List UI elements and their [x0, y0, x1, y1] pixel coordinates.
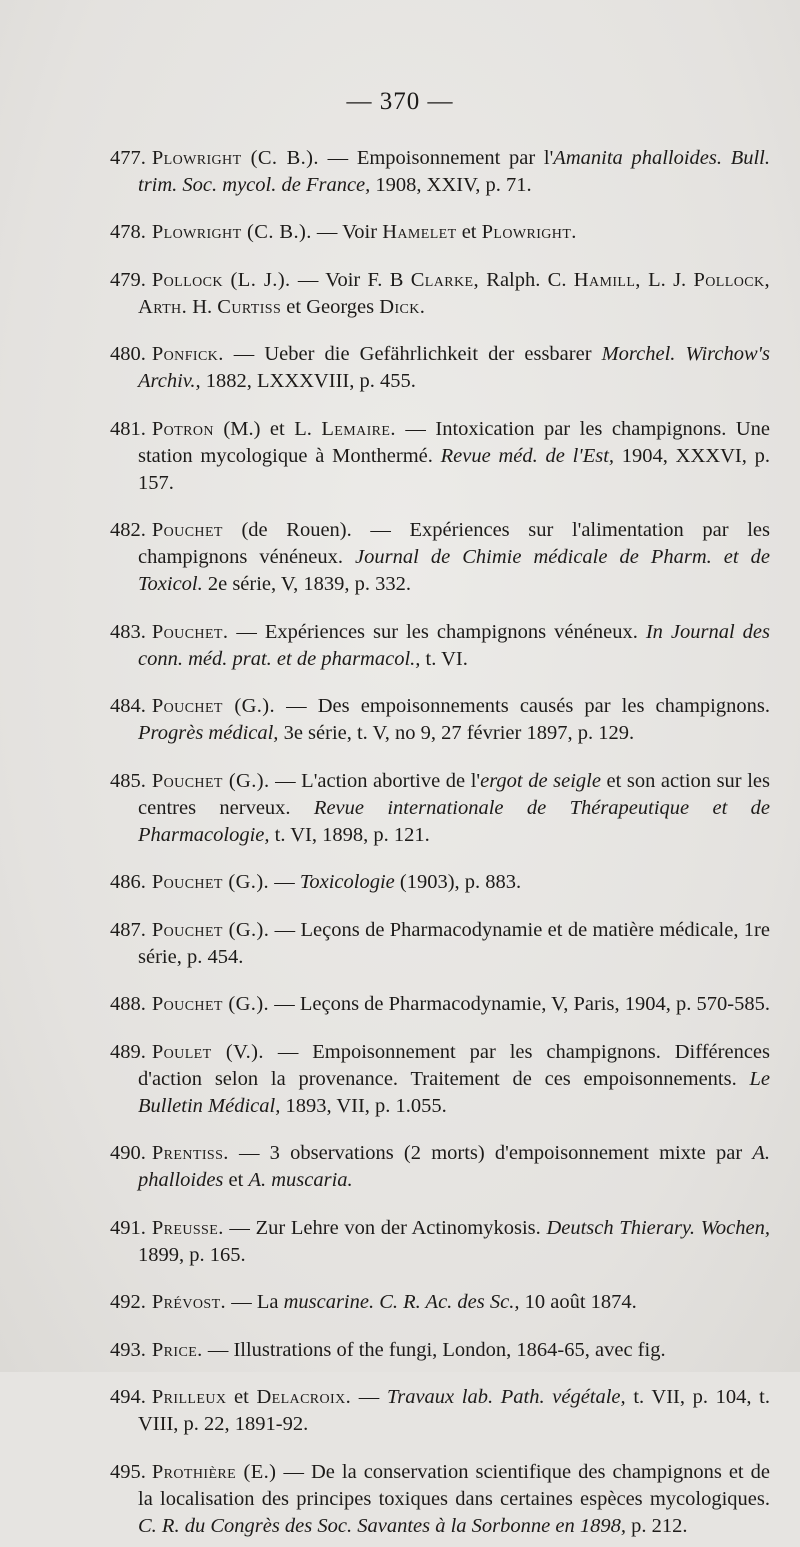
bibliography-entry: [110, 341, 770, 395]
bibliography-list: [110, 124, 770, 1547]
entry-text: et: [223, 1169, 249, 1191]
entry-text: t. VI, 1898, p. 121.: [269, 823, 430, 846]
italic-title: In Journal des conn. méd. prat. et de pharmacol.,: [138, 620, 770, 670]
entry-text: — Ueber die Gefährlichkeit der essbarer: [223, 343, 602, 365]
bibliography-entry: [110, 768, 770, 849]
bibliography-entry: [110, 1215, 770, 1269]
entry-text: 1882, LXXXVIII, p. 455.: [200, 370, 416, 392]
author-name: Pollock, Arth.: [138, 268, 770, 318]
entry-text: et: [226, 1386, 257, 1408]
author-name: Pouchet (G.).: [151, 871, 270, 893]
italic-title: Deutsch Thierary. Wochen,: [546, 1216, 770, 1239]
bibliography-entry: [110, 991, 770, 1018]
author-name: Poulet (V.).: [151, 1040, 264, 1063]
page-number: — 370 —: [346, 88, 454, 115]
italic-title: Toxicologie: [299, 871, 395, 893]
author-name: Plowright.: [481, 221, 577, 243]
bibliography-entry: [110, 1459, 770, 1540]
author-name: Potron: [151, 417, 214, 440]
entry-text: — La: [226, 1291, 284, 1313]
entry-text: — Des empoisonnements causés par les champignons.: [275, 695, 770, 717]
entry-number: 491.: [110, 1216, 146, 1239]
author-name: Prothière (E.): [151, 1460, 277, 1483]
entry-text: — L'action abortive de l': [269, 769, 481, 792]
author-name: Pouchet (G.).: [151, 993, 270, 1015]
entry-number: 492.: [110, 1291, 146, 1313]
entry-number: 482.: [110, 519, 146, 541]
entry-text: L. J.: [640, 268, 694, 291]
bibliography-entry: [110, 1140, 770, 1194]
italic-title: Amanita phalloides. Bull. trim. Soc. mycol. de France,: [138, 146, 771, 196]
bibliography-entry: [110, 267, 770, 321]
entry-text: (de Rouen). — Expériences sur l'alimentation par les champignons vénéneux.: [138, 519, 770, 568]
entry-number: 493.: [110, 1338, 146, 1361]
entry-text: et Georges: [281, 295, 380, 318]
author-name: Hamelet: [382, 221, 457, 243]
entry-number: 489.: [110, 1040, 146, 1063]
italic-title: Journal de Chimie médicale de Pharm. et de Toxicol.: [138, 546, 770, 595]
entry-text: —: [351, 1386, 387, 1408]
bibliography-entry: [110, 869, 770, 896]
author-name: Lemaire.: [321, 417, 396, 440]
entry-text: — Expériences sur les champignons vénéneux.: [228, 620, 646, 643]
italic-title: Le Bulletin Médical,: [138, 1067, 770, 1117]
author-name: Curtiss: [217, 295, 282, 318]
author-name: Pouchet (G.).: [151, 918, 270, 941]
bibliography-entry: [110, 1289, 770, 1316]
bibliography-entry: [110, 517, 770, 598]
entry-number: 490.: [110, 1142, 146, 1164]
entry-text: — 3 observations (2 morts) d'empoisonnement mixte par: [228, 1142, 753, 1164]
entry-text: (1903), p. 883.: [394, 871, 522, 893]
entry-number: 477.: [110, 146, 146, 169]
entry-number: 485.: [110, 769, 146, 792]
entry-text: — Zur Lehre von der Actinomykosis.: [223, 1216, 547, 1239]
bibliography-entry: [110, 1337, 770, 1364]
author-name: Plowright (C. B.).: [151, 146, 319, 169]
bibliography-entry: [110, 145, 770, 199]
author-name: Clarke,: [410, 268, 479, 291]
entry-number: 479.: [110, 268, 146, 291]
entry-number: 487.: [110, 918, 146, 941]
entry-text: — De la conservation scientifique des champignons et de la localisation des principes toxiques dans certaines espèces mycologiques.: [138, 1460, 770, 1510]
entry-text: — Empoisonnement par l': [318, 146, 554, 169]
entry-text: t. VI.: [420, 647, 468, 670]
entry-number: 488.: [110, 993, 146, 1015]
entry-number: 481.: [110, 417, 146, 440]
entry-number: 484.: [110, 695, 146, 717]
entry-text: et: [456, 221, 482, 243]
entry-text: 1908, XXIV, p. 71.: [370, 173, 532, 196]
entry-text: 3e série, t. V, no 9, 27 février 1897, p. 129.: [278, 722, 635, 744]
entry-text: — Voir: [311, 221, 383, 243]
entry-text: Ralph. C.: [478, 268, 574, 291]
entry-number: 483.: [110, 620, 146, 643]
entry-text: et son action sur les centres nerveux.: [138, 769, 770, 819]
author-name: Ponfick.: [151, 343, 224, 365]
italic-title: C. R. du Congrès des Soc. Savantes à la Sorbonne en 1898,: [138, 1514, 626, 1537]
entry-text: p. 212.: [625, 1514, 688, 1537]
italic-title: Morchel. Wirchow's Archiv.,: [138, 343, 770, 392]
entry-text: H.: [187, 295, 218, 318]
author-name: Pouchet (G.).: [151, 769, 270, 792]
entry-number: 494.: [110, 1386, 146, 1408]
italic-title: A. phalloides: [138, 1142, 770, 1191]
entry-text: 1904, XXXVI, p. 157.: [138, 444, 770, 494]
entry-number: 495.: [110, 1460, 146, 1483]
author-name: Dick.: [379, 295, 426, 318]
entry-text: 10 août 1874.: [519, 1291, 637, 1313]
entry-number: 478.: [110, 221, 146, 243]
author-name: Delacroix.: [256, 1386, 352, 1408]
author-name: Prentiss.: [151, 1142, 229, 1164]
author-name: Pouchet (G.).: [151, 695, 276, 717]
bibliography-entry: [110, 1384, 770, 1438]
author-name: Pouchet.: [151, 620, 229, 643]
author-name: Prévost.: [151, 1291, 227, 1313]
entry-text: — Leçons de Pharmacodynamie et de matière médicale, 1re série, p. 454.: [138, 918, 770, 968]
entry-number: 486.: [110, 871, 146, 893]
entry-text: — Intoxication par les champignons. Une station mycologique à Monthermé.: [138, 417, 770, 467]
author-name: Prilleux: [151, 1386, 227, 1408]
bibliography-entry: [110, 416, 770, 497]
author-name: Hamill,: [573, 268, 641, 291]
italic-title: Revue méd. de l'Est,: [440, 444, 615, 467]
entry-text: 1893, VII, p. 1.055.: [280, 1094, 447, 1117]
bibliography-entry: [110, 1039, 770, 1120]
author-name: Preusse.: [151, 1216, 224, 1239]
italic-title: Revue internationale de Thérapeutique et de Pharmacologie,: [138, 796, 770, 846]
italic-title: A. muscaria.: [248, 1169, 353, 1191]
entry-text: — Voir F. B: [290, 268, 411, 291]
entry-text: — Leçons de Pharmacodynamie, V, Paris, 1904, p. 570-585.: [269, 993, 770, 1015]
author-name: Price.: [151, 1338, 203, 1361]
entry-number: 480.: [110, 343, 146, 365]
italic-title: ergot de seigle: [480, 769, 601, 792]
entry-text: 2e série, V, 1839, p. 332.: [202, 573, 411, 595]
italic-title: Travaux lab. Path. végétale,: [386, 1386, 626, 1408]
bibliography-entry: [110, 917, 770, 971]
author-name: Pollock (L. J.).: [151, 268, 291, 291]
entry-text: 1899, p. 165.: [138, 1243, 246, 1266]
bibliography-entry: [110, 693, 770, 747]
entry-text: —: [269, 871, 300, 893]
entry-text: — Empoisonnement par les champignons. Différences d'action selon la provenance. Traitement de ces empoisonnements.: [138, 1040, 770, 1090]
author-name: Pouchet: [151, 519, 223, 541]
entry-text: (M.) et L.: [213, 417, 322, 440]
bibliography-entry: [110, 619, 770, 673]
bibliography-entry: [110, 219, 770, 246]
entry-text: t. VII, p. 104, t. VIII, p. 22, 1891-92.: [138, 1386, 771, 1435]
entry-text: — Illustrations of the fungi, London, 1864-65, avec fig.: [202, 1338, 666, 1361]
author-name: Plowright (C. B.).: [151, 221, 312, 243]
italic-title: Progrès médical,: [138, 722, 279, 744]
italic-title: muscarine. C. R. Ac. des Sc.,: [283, 1291, 520, 1313]
